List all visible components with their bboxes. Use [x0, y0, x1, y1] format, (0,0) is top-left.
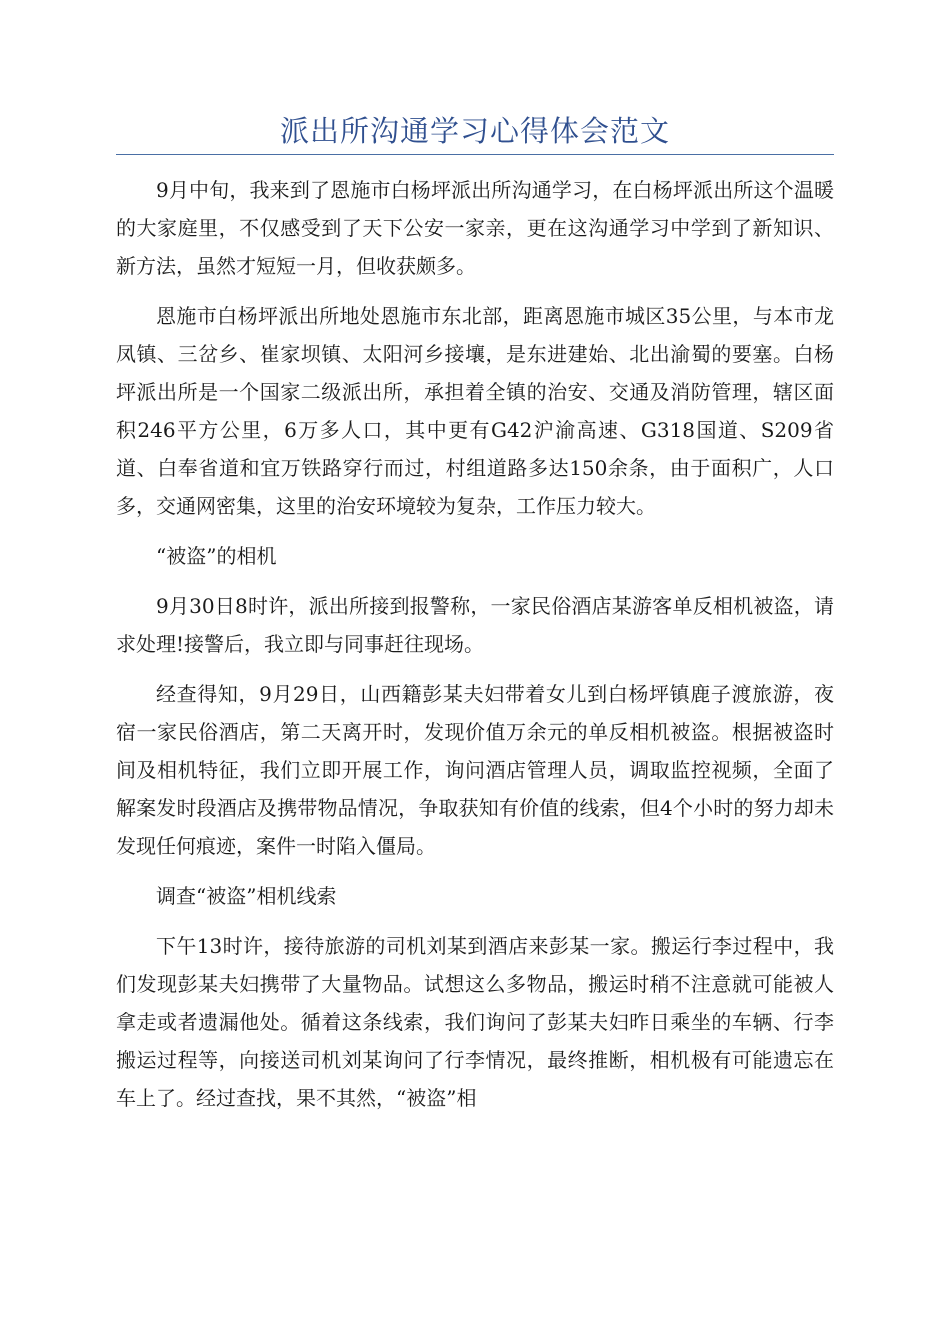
paragraph-station-overview: 恩施市白杨坪派出所地处恩施市东北部，距离恩施市城区35公里，与本市龙凤镇、三岔乡、崔家坝镇、太阳河乡接壤，是东进建始、北出渝蜀的要塞。白杨坪派出所是一个国家二级派出所，承担着全镇的治安、交通及消防管理，辖区面积246平方公里，6万多人口，其中更有G42沪渝高速、G318国道、S209省道、白奉省道和宜万铁路穿行而过，村组道路多达150余条，由于面积广，人口多，交通网密集，这里的治安环境较为复杂，工作压力较大。 — [116, 304, 834, 518]
paragraph-report-received: 9月30日8时许，派出所接到报警称，一家民俗酒店某游客单反相机被盗，请求处理!接警后，我立即与同事赶往现场。 — [116, 594, 834, 656]
title-divider — [116, 154, 834, 155]
section-heading-camera-clues: 调查“被盗”相机线索 — [156, 884, 337, 908]
document-body — [116, 171, 834, 1129]
paragraph-intro: 9月中旬，我来到了恩施市白杨坪派出所沟通学习，在白杨坪派出所这个温暖的大家庭里，不仅感受到了天下公安一家亲，更在这沟通学习中学到了新知识、新方法，虽然才短短一月，但收获颇多。 — [116, 178, 834, 278]
section-heading-stolen-camera: “被盗”的相机 — [156, 544, 277, 568]
paragraph-investigation: 经查得知，9月29日，山西籍彭某夫妇带着女儿到白杨坪镇鹿子渡旅游，夜宿一家民俗酒店，第二天离开时，发现价值万余元的单反相机被盗。根据被盗时间及相机特征，我们立即开展工作，询问酒店管理人员，调取监控视频，全面了解案发时段酒店及携带物品情况，争取获知有价值的线索，但4个小时的努力却未发现任何痕迹，案件一时陷入僵局。 — [116, 682, 834, 858]
paragraph-clue-follow-up: 下午13时许，接待旅游的司机刘某到酒店来彭某一家。搬运行李过程中，我们发现彭某夫妇携带了大量物品。试想这么多物品，搬运时稍不注意就可能被人拿走或者遗漏他处。循着这条线索，我们询问了彭某夫妇昨日乘坐的车辆、行李搬运过程等，向接送司机刘某询问了行李情况，最终推断，相机极有可能遗忘在车上了。经过查找，果不其然，“被盗”相 — [116, 934, 834, 1110]
document-title: 派出所沟通学习心得体会范文 — [279, 114, 670, 148]
